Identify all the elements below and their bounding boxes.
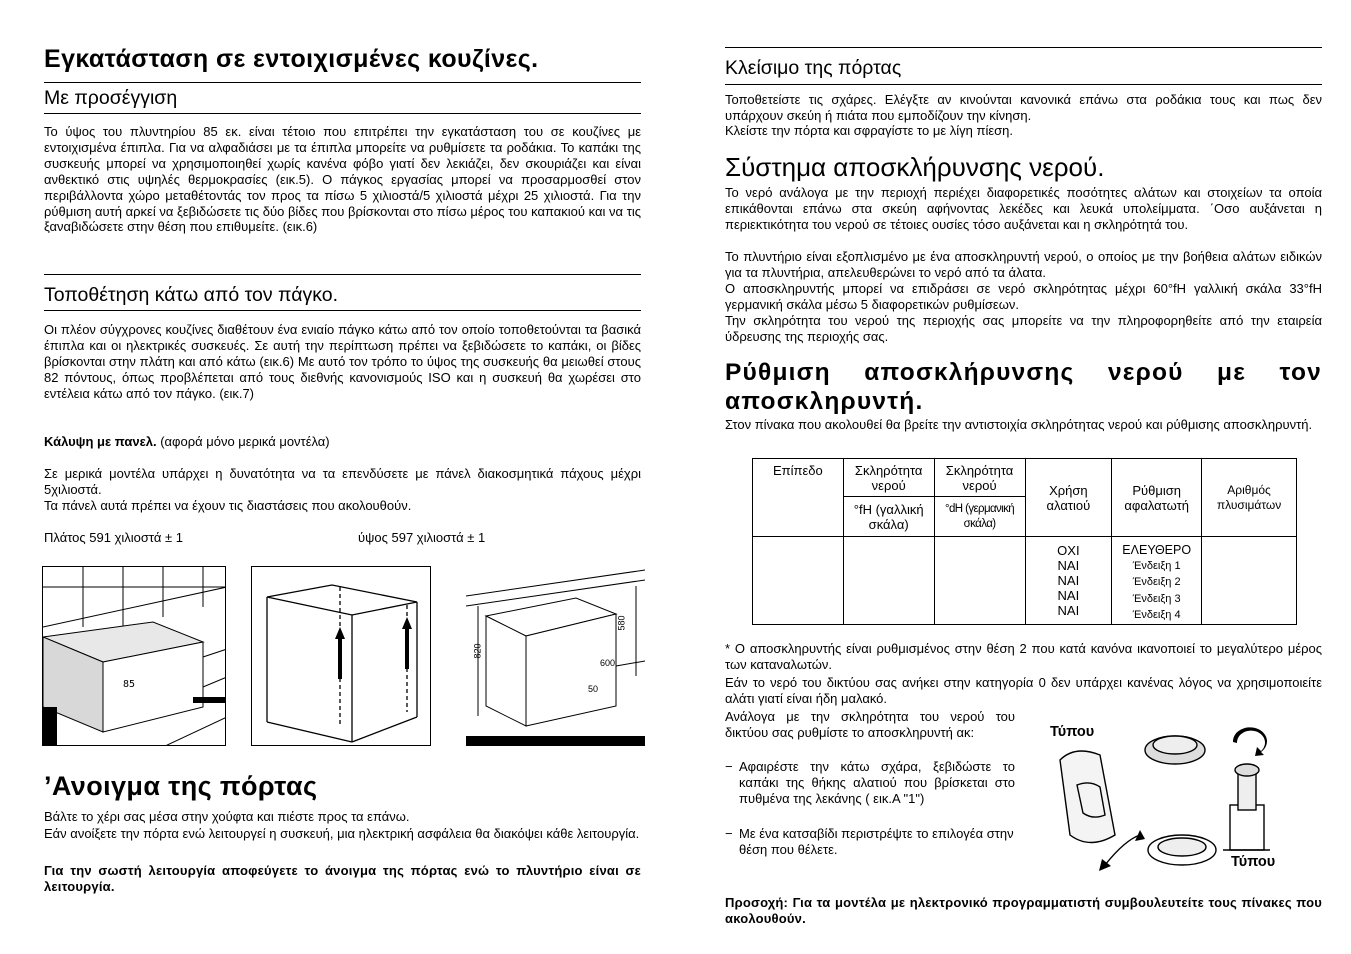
list-dash: − [725,759,733,774]
setting-value: Ένδειξη 2 [1132,576,1181,589]
section-heading-under: Τοποθέτηση κάτω από τον πάγκο. [44,284,339,306]
door-close-body-2: Κλείστε την πόρτα και σφραγίστε το με λίγη πίεση. [725,123,1013,138]
salt-value: ΟΧΙ [1057,543,1080,558]
col-header-hardness-de: Σκληρότητα νερού [934,459,1025,497]
panel-note-rest: (αφορά μόνο μερικά μοντέλα) [156,434,330,449]
setting-value: Ένδειξη 3 [1132,592,1181,605]
panel-note [44,434,641,450]
worktop-illustration [252,567,431,746]
salt-value: ΝΑΙ [1057,573,1080,588]
figure-worktop-adjust [251,566,431,746]
title-rule [44,82,641,83]
softening-p1: Το νερό ανάλογα με την περιοχή περιέχει διαφορετικές ποσότητες αλάτων και στοιχείων τα οποία επικάθονται επάνω στα σκεύη αφήνοντας λεκέδες και λευκά υπολείμματα. ΄Οσο αυξάνεται η περιεκτικότητα του νερού σε τέτοιες ουσίες τόσο αυξάνεται και η σκληρότητά του. [725,185,1322,232]
figure-label: 85 [123,679,136,690]
note-soft-water: Εάν το νερό του δικτύου σας ανήκει στην κατηγορία 0 δεν υπάρχει κανένας λόγος να χρησιμοποιείτε αλάτι γιατί είναι ήδη μαλακό. [725,675,1322,706]
col-header-hardness-fr: Σκληρότητα νερού [843,459,934,497]
softening-p3: Ο αποσκληρυντής μπορεί να επιδράσει σε νερό σκληρότητας μέχρι 60°fH γαλλική σκάλα 33°fH γερμανική σκάλα μέσω 5 διαφορετικών ρυθμίσεων. [725,281,1322,312]
page-title: Εγκατάσταση σε εντοιχισμένες κουζίνες. [44,45,539,73]
type-label-a: Τύπου [1050,724,1095,740]
door-open-body: Βάλτε το χέρι σας μέσα στην χούφτα και πιέστε προς τα επάνω. [44,809,410,824]
step-text: Αφαιρέστε την κάτω σχάρα, ξεβιδώστε το καπάκι της θήκης αλατιού που βρίσκεται στο πυθμένα της λεκάνης ( εικ.A "1") [739,759,1015,806]
col-header-salt: Χρήση αλατιού [1025,459,1112,537]
note-default-setting: * Ο αποσκληρυντής είναι ρυθμισμένος στην θέση 2 που κατά κανόνα ικανοποιεί το μεγαλύτερο μέρος των καταναλωτών. [725,641,1322,672]
salt-value: ΝΑΙ [1057,558,1080,573]
figure-built-in-kitchen [42,566,226,746]
softener-illustration [1055,725,1325,875]
figure-label: 600 [600,658,616,668]
setting-value: Ένδειξη 1 [1132,560,1181,572]
table-cell [1202,537,1297,625]
top-rule [725,47,1322,48]
salt-values-cell [1025,537,1112,625]
door-close-body: Τοποθετείστε τις σχάρες. Ελέγξτε αν κινούνται κανονικά επάνω στα ροδάκια τους και πως δεν υπάρχουν σκεύη ή πιάτα που εμποδίζουν την κίνηση. [725,92,1322,123]
note-adjust-intro: Ανάλογα με την σκληρότητα του νερού του δικτύου σας ρυθμίστε το αποσκληρυντή ακ: [725,709,1015,740]
kitchen-illustration [43,567,226,746]
setting-value: ΕΛΕΥΘΕΡΟ [1122,543,1192,557]
panel-width: Πλάτος 591 χιλιοστά ± 1 [44,530,183,545]
table-cell [934,537,1025,625]
table-cell [843,537,934,625]
section-rule [725,84,1322,85]
salt-value: ΝΑΙ [1057,603,1080,618]
under-body: Οι πλέον σύγχρονες κουζίνες διαθέτουν ένα ενιαίο πάγκο κάτω από τον οποίο τοποθετούνται τα βασικά έπιπλα και οι ηλεκτρικές συσκευές. Σε αυτή την περίπτωση πρέπει να ξεβιδώσετε το καπάκι, οι βίδες βρίσκονται στην πλάτη και από κάτω (εικ.6) Με αυτό τον τρόπο το ύψος της συσκευής θα μειωθεί στους 82 πόντους, όπως προβλέπεται από τους διεθνής κανονισμούς ISO και η συσκευή θα χωρέσει στο εντέλεια κάτω από τον πάγκο. (εικ.7) [44,322,641,401]
caution-note: Προσοχή: Για τα μοντέλα με ηλεκτρονικό προγραμματιστή συμβουλευτείτε τους πίνακες που ακολουθούν. [725,895,1322,926]
figure-label: 580 [616,615,627,631]
approach-body: Το ύψος του πλυντηρίου 85 εκ. είναι τέτοιο που επιτρέπει την εγκατάσταση του σε κουζίνες με εντοιχισμένα έπιπλα. Για να αλφαδιάσει με τα έπιπλα μπορείτε να ρυθμίσετε τα ροδάκια. Το καπάκι της συσκευής μπορεί να χρησιμοποιηθεί χωρίς κανένα φόβο γιατί δεν λεκιάζει, δεν σκουριάζει και είναι ανθεκτικό στις υψηλές θερμοκρασίες (εικ.5). Ο πάγκος εργασίας μπορεί να προσαρμοσθεί στον περιβάλλοντα χώρο μεταθέτοντάς τον προς τα πίσω 5 χιλιοστά/5 χιλιοστά μέχρι 25 χιλιοστά. Για την ρύθμιση αυτή αρκεί να ξεβιδώσετε τις δύο βίδες που βρίσκονται στο πίσω μέρος του καπακιού και να τις ξαναβιδώσετε στην θέση που επιθυμείτε. (εικ.6) [44,124,641,235]
list-dash: − [725,826,733,841]
door-open-warning: Για την σωστή λειτουργία αποφεύγετε το άνοιγμα της πόρτας ενώ το πλυντήριο είναι σε λειτουργία. [44,863,641,894]
softening-p2: Το πλυντήριο είναι εξοπλισμένο με ένα αποσκληρυντή νερού, ο οποίος με την βοήθεια αλάτων ειδικών για τα πλυντήρια, απελευθερώνει το νερό από τα άλατα. [725,249,1322,280]
section-rule [44,274,641,275]
hardness-table [752,458,1297,625]
salt-value: ΝΑΙ [1057,588,1080,603]
panel-note-bold: Κάλυψη με πανελ. [44,434,157,449]
section-title-adjust: Ρύθμιση αποσκλήρυνσης νερού με τον αποσκληρυντή. [725,359,1322,415]
section-title-door-open: ’Ανοιγμα της πόρτας [44,771,318,801]
col-header-dh: °dH (γερμανική σκάλα) [934,497,1025,537]
adjust-intro: Στον πίνακα που ακολουθεί θα βρείτε την αντιστοιχία σκληρότητας νερού και ρύθμισης αποσκληρυντή. [725,417,1313,432]
section-rule [44,310,641,311]
col-header-setting: Ρύθμιση αφαλατωτή [1112,459,1202,537]
door-open-body-2: Εάν ανοίξετε την πόρτα ενώ λειτουργεί η συσκευή, μια ηλεκτρική ασφάλεια θα διακόψει κάθε λειτουργία. [44,826,640,841]
col-header-level: Επίπεδο [753,459,844,537]
section-heading-door-close: Κλείσιμο της πόρτας [725,57,902,79]
step-text: Με ένα κατσαβίδι περιστρέψτε το επιλογέα στην θέση που θέλετε. [739,826,1014,857]
type-label-b: Τύπου [1231,854,1276,870]
figure-label: 820 [472,643,483,659]
col-header-fh: °fH (γαλλική σκάλα) [843,497,934,537]
under-counter-illustration [466,566,645,746]
table-cell [753,537,844,625]
section-rule [44,113,641,114]
step-remove-rack [725,759,1015,807]
section-title-softening: Σύστημα αποσκλήρυνσης νερού. [725,152,1105,182]
setting-value: Ένδειξη 4 [1132,608,1181,621]
softening-p4: Την σκληρότητα του νερού της περιοχής σας μπορείτε να την πληροφορηθείτε από την εταιρεία ύδρευσης της περιοχής σας. [725,313,1322,344]
figure-under-counter [466,566,645,746]
col-header-rinses: Αριθμός πλυσιμάτων [1202,459,1297,537]
step-turn-selector [725,826,1015,858]
figure-label: 50 [588,684,599,694]
panel-height: ύψος 597 χιλιοστά ± 1 [358,530,486,545]
setting-values-cell [1112,537,1202,625]
panel-body-2: Τα πάνελ αυτά πρέπει να έχουν τις διαστάσεις που ακολουθούν. [44,498,412,513]
panel-body: Σε μερικά μοντέλα υπάρχει η δυνατότητα να τα επενδύσετε με πάνελ διακοσμητικά πάχους μέχρι 5χιλιοστά. [44,466,641,497]
section-heading-approach: Με προσέγγιση [44,87,178,109]
